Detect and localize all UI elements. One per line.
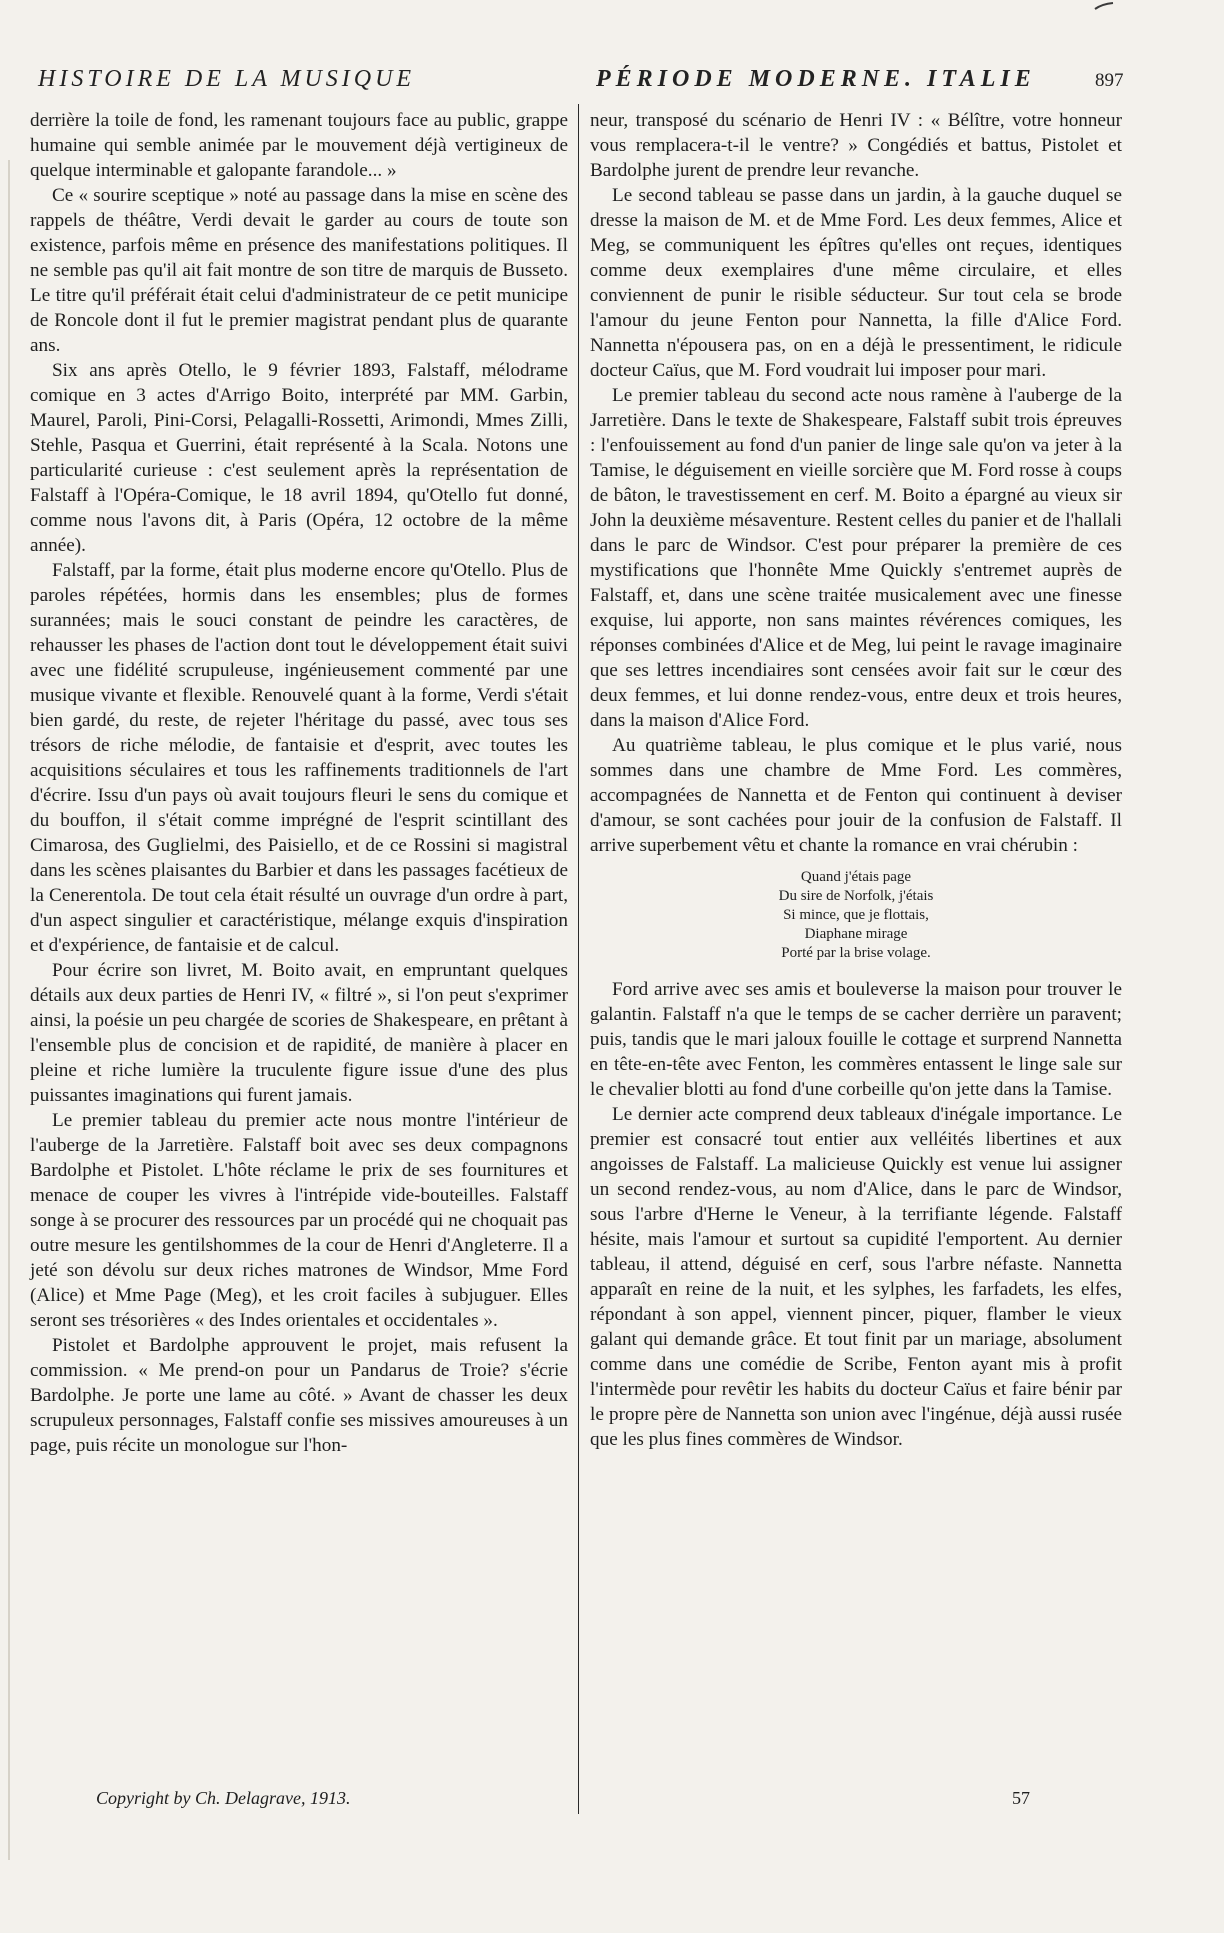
paragraph: Le premier tableau du premier acte nous montre l'intérieur de l'auberge de la Jarretière. Falstaff boit avec ses deux compagnons Bardolphe et Pistolet. L'hôte réclame le prix de ses fournitures et menace de couper les vivres à l'intrépide vide-bouteilles. Falstaff songe à se procurer des ressources par un procédé qui ne choquait pas outre mesure les gentilshommes de la cour de Henri d'Angleterre. Il a jeté son dévolu sur deux riches matrones de Windsor, Mme Ford (Alice) et Mme Page (Meg), et les croit faciles à subjuguer. Elles seront ses trésorières « des Indes orientales et occidentales ».: [30, 1110, 568, 1331]
paragraph: Au quatrième tableau, le plus comique et le plus varié, nous sommes dans une chambre de Mme Ford. Les commères, accompagnées de Nannetta et de Fenton qui continuent à deviser d'amour, se sont cachées pour jouir de la confusion de Falstaff. Il arrive superbement vêtu et chante la romance en vrai chérubin :: [590, 735, 1122, 856]
paragraph: Falstaff, par la forme, était plus moderne encore qu'Otello. Plus de paroles répétées, hormis dans les ensembles; plus de formes surannées; mais le souci constant de peindre les caractères, de rehausser les phases de l'action dont tout le développement était suivi avec une fidélité scrupuleuse, ingénieusement commenté par une musique vivante et flexible. Renouvelé quant à la forme, Verdi s'était bien gardé, du reste, de rejeter l'héritage du passé, avec tous ses trésors de riche mélodie, de fantaisie et d'esprit, avec toutes les acquisitions séculaires et tous les raffinements traditionnels de l'art d'écrire. Issu d'un pays où avait toujours fleuri le sens du comique et du bouffon, il s'était comme imprégné de l'esprit scintillant des Cimarosa, des Guglielmi, des Paisiello, et de ce Rossini si magistral dans les scènes plaisantes du Barbier et dans les passages facétieux de la Cenerentola. De tout cela était résulté un ouvrage d'un ordre à part, d'un aspect singulier et caractéristique, mélange exquis d'inspiration et d'expérience, de fantaisie et de calcul.: [30, 560, 568, 956]
paragraph: Six ans après Otello, le 9 février 1893, Falstaff, mélodrame comique en 3 actes d'Arrigo Boito, interprété par MM. Garbin, Maurel, Paroli, Pini-Corsi, Pelagalli-Rossetti, Arimondi, Mmes Zilli, Stehle, Pasqua et Guerrini, était représenté à la Scala. Notons une particularité curieuse : c'est seulement après la représentation de Falstaff à l'Opéra-Comique, le 18 avril 1894, qu'Otello fut donné, comme nous l'avons dit, à Paris (Opéra, 12 octobre de la même année).: [30, 360, 568, 556]
verse-line: Du sire de Norfolk, j'étais: [778, 888, 934, 904]
paragraph: Le premier tableau du second acte nous ramène à l'auberge de la Jarretière. Dans le texte de Shakespeare, Falstaff subit trois épreuves : l'enfouissement au fond d'un panier de linge sale qu'on va jeter à la Tamise, le déguisement en vieille sorcière que M. Ford rosse à coups de bâton, le travestissement en cerf. M. Boito a épargné au vieux sir John la deuxième mésaventure. Restent celles du panier et de l'hallali dans le parc de Windsor. C'est pour préparer la première de ces mystifications que l'honnête Mme Quickly s'entremet auprès de Falstaff, et, dans une scène traitée musicalement avec une finesse exquise, lui apporte, non sans maintes révérences comiques, les réponses combinées d'Alice et de Meg, lui peint le ravage imaginaire que ses lettres incendiaires sont censées avoir fait sur le cœur des deux femmes, et lui donne rendez-vous, entre deux et trois heures, dans la maison d'Alice Ford.: [590, 385, 1122, 731]
paragraph: Ce « sourire sceptique » noté au passage dans la mise en scène des rappels de théâtre, Verdi devait le garder au cours de toute son existence, parfois même en présence des manifestations politiques. Il ne semble pas qu'il ait fait montre de son titre de marquis de Busseto. Le titre qu'il préférait était celui d'administrateur de ce petit municipe de Roncole dont il fut le premier magistrat pendant plus de quarante ans.: [30, 185, 568, 356]
left-column: [30, 108, 568, 1458]
paragraph: Pistolet et Bardolphe approuvent le projet, mais refusent la commission. « Me prend-on pour un Pandarus de Troie? s'écrie Bardolphe. Je porte une lame au côté. » Avant de chasser les deux scrupuleux personnages, Falstaff confie ses missives amoureuses à un page, puis récite un monologue sur l'hon-: [30, 1335, 568, 1456]
right-column: [590, 108, 1122, 1452]
corner-ink-mark: [1094, 2, 1114, 12]
verse-line: Porté par la brise volage.: [781, 945, 931, 961]
header-right: PÉRIODE MODERNE. ITALIE: [596, 66, 1036, 92]
page-number: 897: [1095, 70, 1124, 91]
verse-line: Quand j'étais page: [800, 869, 912, 885]
running-header: [0, 66, 1224, 102]
copyright-notice: Copyright by Ch. Delagrave, 1913.: [96, 1788, 351, 1808]
header-left: HISTOIRE DE LA MUSIQUE: [38, 66, 416, 92]
page-footer: [0, 1788, 1224, 1818]
scan-edge-shadow: [8, 160, 10, 1860]
paragraph: Le second tableau se passe dans un jardin, à la gauche duquel se dresse la maison de M. et de Mme Ford. Les deux femmes, Alice et Meg, se communiquent les épîtres qu'elles ont reçues, identiques comme deux exemplaires d'une même circulaire, et elles conviennent de punir le risible séducteur. Sur tout cela se brode l'amour du jeune Fenton pour Nannetta, la fille d'Alice Ford. Nannetta n'épousera pas, on en a déjà le pressentiment, le ridicule docteur Caïus, que M. Ford voudrait lui imposer pour mari.: [590, 185, 1122, 381]
verse-line: Diaphane mirage: [804, 926, 908, 942]
column-divider: [578, 104, 579, 1814]
verse-line: Si mince, que je flottais,: [783, 907, 929, 923]
folio-number: 57: [1012, 1788, 1030, 1808]
paragraph: Ford arrive avec ses amis et bouleverse la maison pour trouver le galantin. Falstaff n'a que le temps de se cacher derrière un paravent; puis, tandis que le mari jaloux fouille le cottage et surprend Nannetta en tête-en-tête avec Fenton, les commères entassent le linge sale sur le chevalier blotti au fond d'une corbeille qu'on jette dans la Tamise.: [590, 979, 1122, 1100]
paragraph: Pour écrire son livret, M. Boito avait, en empruntant quelques détails aux deux parties de Henri IV, « filtré », si l'on peut s'exprimer ainsi, la poésie un peu chargée de scories de Shakespeare, en prêtant à l'ensemble plus de concision et de rapidité, de manière à placer en pleine et riche lumière la truculente figure issue d'une des plus puissantes imaginations qui furent jamais.: [30, 960, 568, 1106]
paragraph: Le dernier acte comprend deux tableaux d'inégale importance. Le premier est consacré tout entier aux velléités libertines et aux angoisses de Falstaff. La malicieuse Quickly est venue lui assigner un second rendez-vous, au nom d'Alice, dans le parc de Windsor, sous l'arbre d'Herne le Veneur, à la terrifiante légende. Falstaff hésite, mais l'amour et surtout sa cupidité l'emportent. Au dernier tableau, il attend, déguisé en cerf, sous l'arbre néfaste. Nannetta apparaît en reine de la nuit, et les sylphes, les farfadets, les elfes, répondant à son appel, viennent pincer, piquer, flamber le vieux galant qui demande grâce. Et tout finit par un mariage, absolument comme dans une comédie de Scribe, Fenton ayant mis à profit l'intermède pour revêtir les habits du docteur Caïus et faire bénir par le propre père de Nannetta son union avec l'ingénue, déjà aussi rusée que les plus fines commères de Windsor.: [590, 1104, 1122, 1450]
verse-quote: [590, 868, 1122, 963]
paragraph: neur, transposé du scénario de Henri IV : « Bélître, votre honneur vous remplacera-t-il le ventre? » Congédiés et battus, Pistolet et Bardolphe jurent de prendre leur revanche.: [590, 110, 1122, 181]
paragraph: derrière la toile de fond, les ramenant toujours face au public, grappe humaine qui semble animée par le mouvement déjà vertigineux de quelque interminable et galopante farandole... »: [30, 110, 568, 181]
